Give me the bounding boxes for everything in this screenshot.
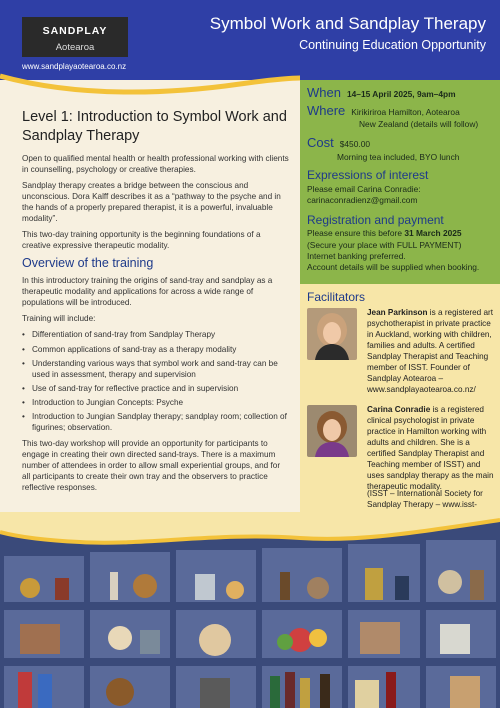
intro-paragraph-3: This two-day training opportunity is the beginning foundations of a creative expressive therapeutic modality.	[22, 230, 261, 251]
facilitator-jean	[307, 308, 497, 398]
workshop-paragraph: This two-day workshop will provide an opportunity for participants to engage in creating their own directed sand-trays. There is a maximum number of attendees in order to allow small experiential groups, and for all participants to create their own tray and the observers to practice reflective responses.	[22, 438, 281, 493]
jean-photo-icon	[307, 308, 357, 360]
cost-note: Morning tea included, BYO lunch	[337, 151, 460, 162]
intro-paragraph-1: Open to qualified mental health or health professional working with clients in counselling, psychology or creative therapies.	[22, 153, 289, 174]
overview-heading: Overview of the training	[22, 256, 154, 271]
logo-bottom-text: Aotearoa	[55, 42, 95, 53]
carina-text: is a registered clinical psychologist in private practice in Hamilton working with adults and children. She is a certified Sandplay Therapist and Teaching member of ISST) and uses sandplay therapy as the main therapeutic modality.	[367, 405, 494, 491]
page-title: Symbol Work and Sandplay Therapy	[209, 14, 486, 33]
event-details	[307, 84, 497, 274]
registration-line2: (Secure your place with FULL PAYMENT)	[307, 239, 462, 250]
training-include-label: Training will include:	[22, 314, 96, 324]
carina-photo-icon	[307, 405, 357, 457]
isst-note: (ISST – International Society for Sandplay Therapy – www.isst-	[367, 489, 483, 509]
interest-heading: Expressions of interest	[307, 168, 429, 183]
registration-line3: Internet banking preferred.	[307, 251, 406, 262]
carina-bio	[367, 405, 497, 493]
course-description	[22, 108, 290, 498]
cost-label: Cost	[307, 135, 334, 151]
logo-top-text: SANDPLAY	[42, 25, 108, 37]
facilitators-heading: Facilitators	[307, 290, 366, 304]
list-item: • Introduction to Jungian Concepts: Psyche	[22, 397, 290, 408]
overview-paragraph: In this introductory training the origins of sand-tray and sandplay as a therapeutic modality and applications for across a wide range of populations will be introduced.	[22, 276, 273, 308]
logo	[22, 17, 128, 57]
registration-heading: Registration and payment	[307, 213, 444, 228]
list-item: • Use of sand-tray for reflective practice and in supervision	[22, 383, 290, 394]
deadline-date: 31 March 2025	[404, 228, 462, 239]
carina-name: Carina Conradie	[367, 405, 431, 414]
where-label: Where	[307, 102, 346, 118]
page-subtitle: Continuing Education Opportunity	[299, 38, 486, 52]
list-item: • Introduction to Jungian Sandplay therapy; sandplay room; collection of figurines; observation.	[22, 411, 290, 433]
when-value: 14–15 April 2025, 9am–4pm	[346, 89, 456, 99]
cost-value: $450.00	[339, 139, 371, 150]
training-list	[22, 329, 290, 433]
list-item: • Differentiation of sand-tray from Sandplay Therapy	[22, 329, 290, 340]
jean-name: Jean Parkinson	[367, 308, 428, 317]
website-link[interactable]: www.sandplayaotearoa.co.nz	[22, 62, 127, 71]
registration-line4: Account details will be supplied when booking.	[307, 262, 480, 273]
interest-email[interactable]: carinaconradienz@gmail.com	[307, 194, 418, 205]
list-item: • Understanding various ways that symbol work and sand-tray can be used in assessment, therapy and supervision	[22, 358, 290, 380]
registration-deadline	[307, 228, 497, 239]
when-label: When	[307, 85, 341, 100]
jean-bio	[367, 308, 497, 396]
course-title: Level 1: Introduction to Symbol Work and Sandplay Therapy	[22, 109, 287, 144]
where-line2: New Zealand (details will follow)	[359, 119, 479, 130]
interest-line1: Please email Carina Conradie:	[307, 183, 421, 194]
intro-paragraph-2: Sandplay therapy creates a bridge between the conscious and unconscious. Dora Kalff describes it as a “pathway to the psyche and in the hands of a properly prepared therapist, it is a powerful, invaluable modality”.	[22, 180, 281, 223]
where-line1: Kirikiriroa Hamilton, Aotearoa	[351, 106, 460, 117]
list-item: • Common applications of sand-tray as a therapy modality	[22, 344, 290, 355]
jean-text: is a registered art psychotherapist in private practice in Auckland, working with children, families and adults. A certified Sandplay Therapist and Teaching member of ISST. Founder of Sandplay Aotearoa – www.sandplayaotearoa.co.nz/	[367, 308, 494, 394]
deadline-prefix: Please ensure this before	[307, 228, 405, 239]
figurine-shelf-image	[0, 512, 500, 708]
